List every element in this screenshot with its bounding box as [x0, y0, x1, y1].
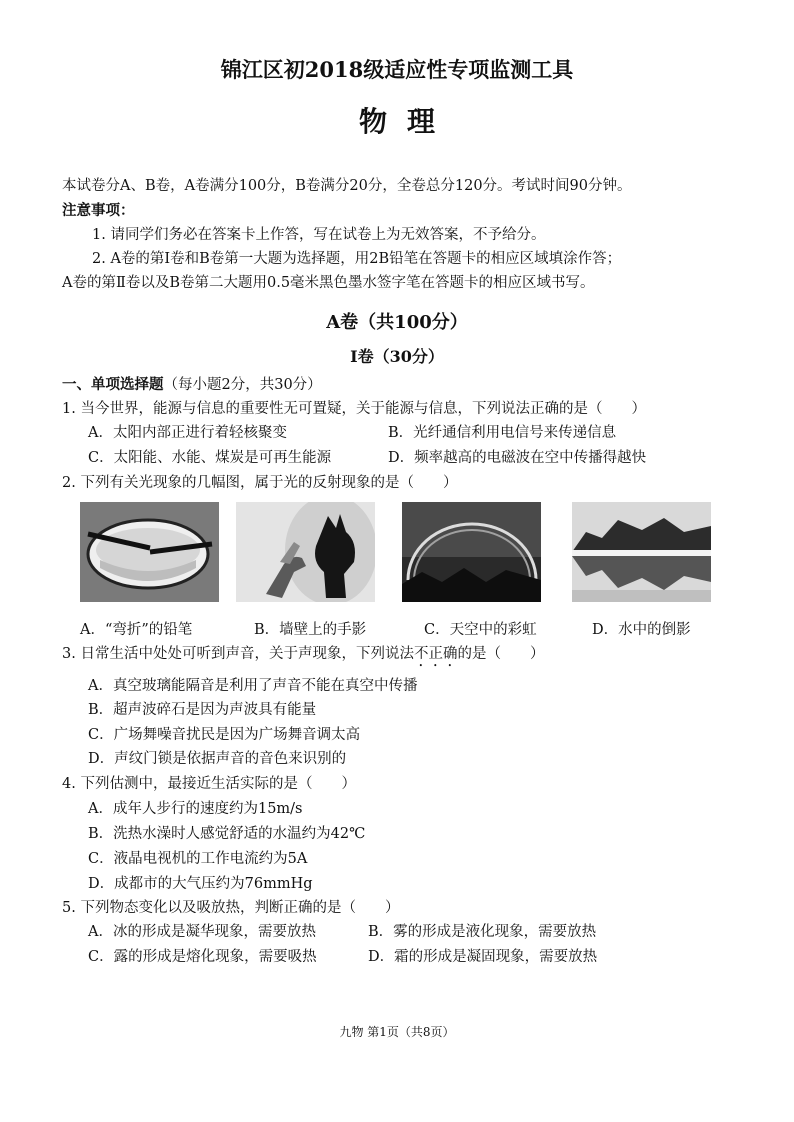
- q3-stem-before: 3. 日常生活中处处可听到声音，关于声现象，下列说法: [62, 646, 414, 662]
- q1-option-d: D．频率越高的电磁波在空中传播得越快: [388, 450, 647, 466]
- q2-stem: 2. 下列有关光现象的几幅图，属于光的反射现象的是（ ）: [62, 475, 458, 491]
- q4-stem: 4. 下列估测中，最接近生活实际的是（ ）: [62, 776, 356, 792]
- page-footer: 九物 第1页（共8页）: [339, 1025, 455, 1039]
- q5-stem: 5. 下列物态变化以及吸放热，判断正确的是（ ）: [62, 900, 400, 916]
- q1-option-c: C．太阳能、水能、煤炭是可再生能源: [88, 450, 332, 466]
- q2-image-pencil: [80, 502, 219, 602]
- q5-option-a: A．冰的形成是凝华现象，需要放热: [88, 924, 316, 940]
- q2-image-shadow: [236, 502, 375, 602]
- q2-image-reflection: [572, 502, 711, 602]
- section-a-heading: A卷（共100分）: [326, 312, 468, 333]
- part1-heading: [62, 373, 322, 394]
- q4-option-c: C．液晶电视机的工作电流约为5A: [88, 851, 308, 867]
- q2-option-d: D．水中的倒影: [592, 622, 691, 638]
- part1-note: （每小题2分，共30分）: [163, 377, 322, 393]
- notice-item-2: 2. A卷的第Ⅰ卷和B卷第一大题为选择题，用2B铅笔在答题卡的相应区域填涂作答；: [92, 251, 622, 267]
- q3-stem-emphasis: 不正确: [413, 646, 458, 662]
- q2-option-a: A．“弯折”的铅笔: [80, 622, 193, 638]
- q5-option-b: B．雾的形成是液化现象，需要放热: [368, 924, 597, 940]
- subject-title: 物理: [358, 105, 455, 138]
- q3-stem-after: 的是（ ）: [457, 646, 545, 662]
- section-i-heading: Ⅰ卷（30分）: [350, 347, 444, 366]
- q3-option-a: A．真空玻璃能隔音是利用了声音不能在真空中传播: [88, 678, 418, 694]
- notice-item-1: 1. 请同学们务必在答案卡上作答，写在试卷上为无效答案，不予给分。: [92, 227, 546, 243]
- q1-option-a: A．太阳内部正进行着轻核聚变: [88, 425, 287, 441]
- q3-stem: [62, 642, 544, 670]
- intro-line: 本试卷分A、B卷，A卷满分100分，B卷满分20分，全卷总分120分。考试时间90分钟。: [62, 178, 632, 194]
- q2-image-rainbow: [402, 502, 541, 602]
- q4-option-b: B．洗热水澡时人感觉舒适的水温约为42℃: [88, 826, 366, 842]
- notice-label: 注意事项：: [62, 202, 135, 219]
- q5-option-c: C．露的形成是熔化现象，需要吸热: [88, 949, 317, 965]
- q1-stem: 1. 当今世界，能源与信息的重要性无可置疑，关于能源与信息，下列说法正确的是（ ）: [62, 401, 646, 417]
- q2-option-c: C．天空中的彩虹: [424, 622, 537, 638]
- q4-option-d: D．成都市的大气压约为76mmHg: [88, 876, 313, 892]
- q4-option-a: A．成年人步行的速度约为15m/s: [88, 801, 303, 817]
- exam-title: 锦江区初2018级适应性专项监测工具: [220, 57, 574, 82]
- q3-option-d: D．声纹门锁是依据声音的音色来识别的: [88, 751, 347, 767]
- q3-option-c: C．广场舞噪音扰民是因为广场舞音调太高: [88, 727, 361, 743]
- notice-item-2-cont: A卷的第Ⅱ卷以及B卷第二大题用0.5毫米黑色墨水签字笔在答题卡的相应区域书写。: [62, 275, 595, 291]
- q2-option-b: B．墙壁上的手影: [254, 622, 367, 638]
- q3-option-b: B．超声波碎石是因为声波具有能量: [88, 702, 317, 718]
- q1-option-b: B．光纤通信利用电信号来传递信息: [388, 425, 617, 441]
- q5-option-d: D．霜的形成是凝固现象，需要放热: [368, 949, 598, 965]
- part1-label: 一、单项选择题: [62, 376, 164, 393]
